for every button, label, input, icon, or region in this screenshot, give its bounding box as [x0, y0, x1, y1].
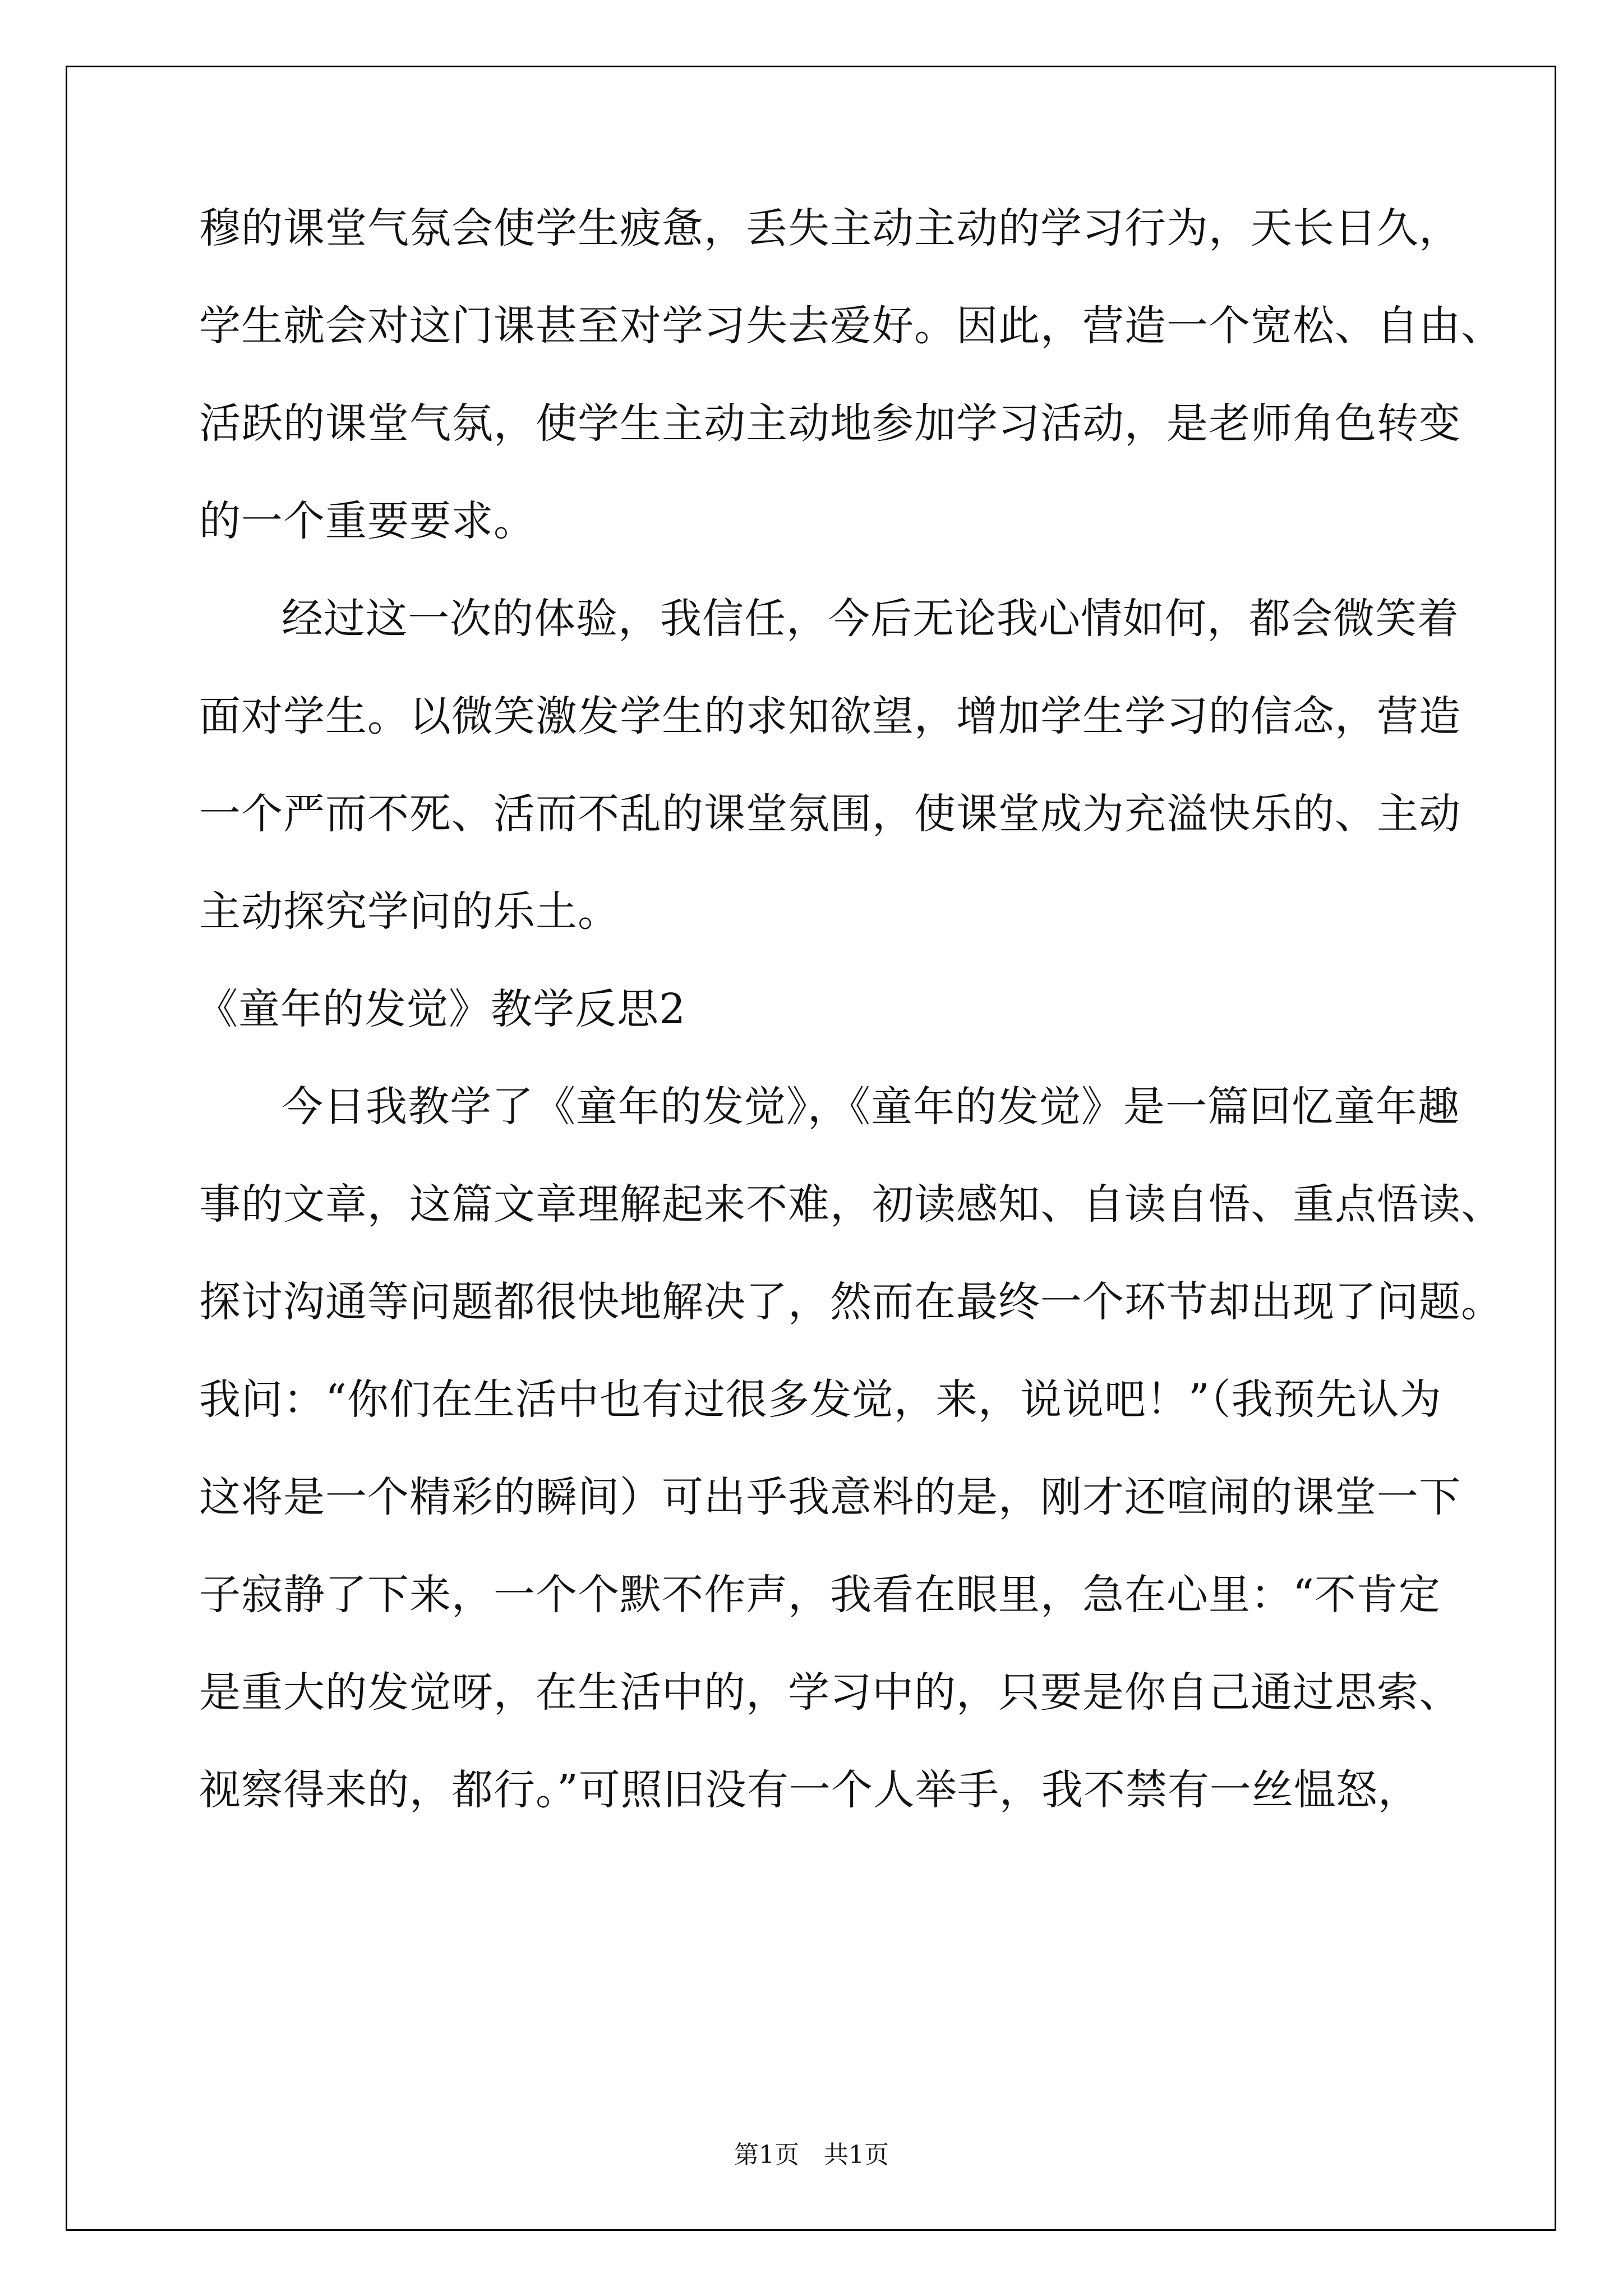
paragraph-start-line: 今日我教学了《童年的发觉》，《童年的发觉》是一篇回忆童年趣 [282, 1083, 1460, 1131]
text-line: 穆的课堂气氛会使学生疲惫，丢失主动主动的学习行为，天长日久， [199, 204, 1461, 252]
section-heading: 《童年的发觉》教学反思2 [196, 985, 686, 1033]
page-number: 第1页 [734, 2141, 799, 2169]
text-line: 一个严而不死、活而不乱的课堂氛围，使课堂成为充溢快乐的、主动 [199, 790, 1461, 838]
page-total: 共1页 [824, 2141, 889, 2169]
text-line: 的一个重要要求。 [199, 497, 536, 545]
text-line: 活跃的课堂气氛，使学生主动主动地参加学习活动，是老师角色转变 [199, 399, 1461, 448]
text-line: 学生就会对这门课甚至对学习失去爱好。因此，营造一个宽松、自由、 [199, 302, 1503, 350]
text-line: 这将是一个精彩的瞬间）可出乎我意料的是，刚才还喧闹的课堂一下 [199, 1473, 1461, 1521]
text-line: 视察得来的，都行。”可照旧没有一个人举手，我不禁有一丝愠怒， [199, 1766, 1420, 1814]
text-line: 子寂静了下来，一个个默不作声，我看在眼里，急在心里：“不肯定 [199, 1571, 1441, 1619]
text-line: 面对学生。以微笑激发学生的求知欲望，增加学生学习的信念，营造 [199, 692, 1461, 740]
text-line: 探讨沟通等问题都很快地解决了，然而在最终一个环节却出现了问题。 [199, 1278, 1503, 1326]
page-border [66, 66, 1556, 2231]
page-footer [0, 2134, 1623, 2170]
text-line: 主动探究学问的乐土。 [199, 887, 620, 936]
text-line: 是重大的发觉呀，在生活中的，学习中的，只要是你自己通过思索、 [199, 1668, 1461, 1717]
text-line: 我问：“你们在生活中也有过很多发觉，来，说说吧！”（我预先认为 [199, 1375, 1442, 1424]
paragraph-start-line: 经过这一次的体验，我信任，今后无论我心情如何，都会微笑着 [282, 595, 1459, 643]
text-line: 事的文章，这篇文章理解起来不难，初读感知、自读自悟、重点悟读、 [199, 1180, 1503, 1228]
